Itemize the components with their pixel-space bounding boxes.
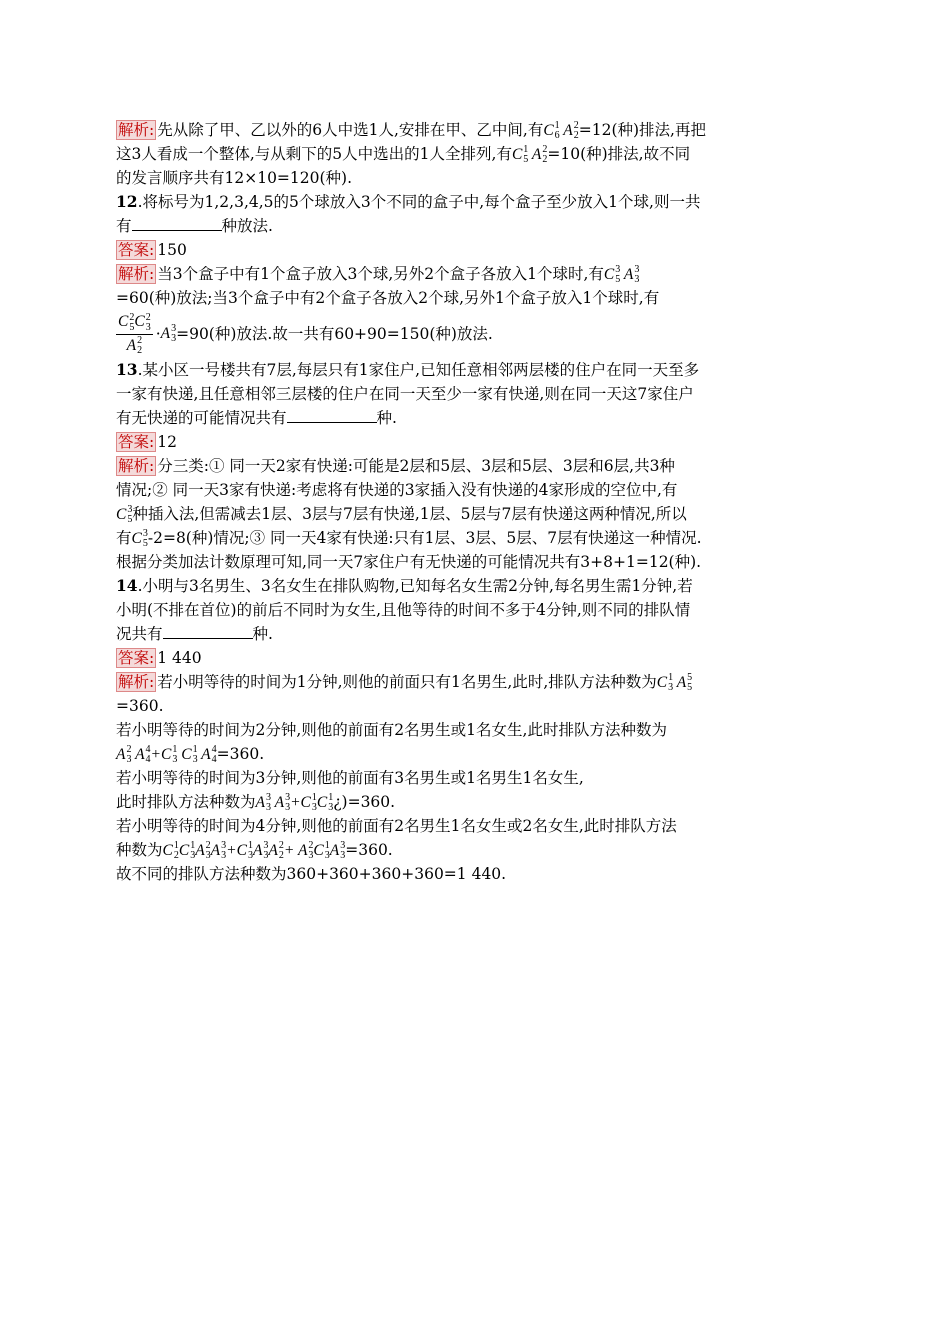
q14-solution-line-5: 若小明等待的时间为3分钟,则他的前面有3名男生或1名男生1名女生, (116, 769, 584, 787)
answer-blank (132, 216, 222, 231)
q11-solution-line-1: 解析: 先从除了甲、乙以外的6人中选1人,安排在甲、乙中间,有C 1 6 A 2 2 =12(种)排法,再把 (118, 120, 706, 142)
q14-solution-line-4: A 2 3 A 4 4 +C 1 3 C 1 3 A 4 4 =360. (116, 744, 265, 766)
formula: A 3 3 A 3 3 +C 1 3 C 1 3 (255, 792, 334, 814)
q12-answer: 答案: 150 (118, 241, 187, 259)
question-number: 12 (116, 192, 138, 211)
formula: A 2 3 A 4 4 +C 1 3 C 1 3 A 4 4 (116, 744, 217, 766)
daan-tag: 答案: (118, 241, 155, 259)
document-body (116, 118, 836, 886)
q13-question-line-2: 一家有快递,且任意相邻三层楼的住户在同一天至少一家有快递,则在同一天这7家住户 (116, 385, 694, 403)
answer-blank (163, 624, 253, 639)
formula: C 1 5 A 2 2 (511, 144, 548, 166)
q12-solution-line-2: =60(种)放法;当3个盒子中有2个盒子各放入2个球,另外1个盒子放入1个球时,有 (116, 289, 660, 307)
formula: C 3 5 (116, 504, 133, 526)
jiexi-tag: 解析: (118, 265, 155, 283)
question-number: 13 (116, 360, 138, 379)
answer-blank (287, 408, 377, 423)
fraction: C 2 5 C 2 3 A 2 2 (118, 311, 151, 356)
q14-solution-line-2: =360. (116, 697, 164, 715)
q13-solution-line-2: 情况;② 同一天3家有快递:考虑将有快递的3家插入没有快递的4家形成的空位中,有 (116, 481, 678, 499)
q14-question-line-2: 小明(不排在首位)的前后不同时为女生,且他等待的时间不多于4分钟,则不同的排队情 (116, 601, 691, 619)
q12-question-line-2: 有 种放法. (116, 217, 273, 235)
q14-answer: 答案: 1 440 (118, 649, 202, 667)
q13-answer: 答案: 12 (118, 433, 177, 451)
question-number: 14 (116, 576, 138, 595)
q13-solution-line-1: 解析: 分三类:① 同一天2家有快递:可能是2层和5层、3层和5层、3层和6层,共3种 (118, 457, 675, 475)
q14-question-line-3: 况共有 种. (116, 625, 273, 643)
formula: C 1 6 A 2 2 (543, 120, 579, 142)
q14-solution-line-7: 若小明等待的时间为4分钟,则他的前面有2名男生1名女生或2名女生,此时排队方法 (116, 817, 677, 835)
q12-question-line-1: 12.将标号为1,2,3,4,5的5个球放入3个不同的盒子中,每个盒子至少放入1个球,则一共 (116, 192, 701, 211)
q13-solution-line-4: 有C 3 5 -2=8(种)情况;③ 同一天4家有快递:只有1层、3层、5层、7层有快递这一种情况. (116, 528, 702, 550)
q14-solution-line-9: 故不同的排队方法种数为360+360+360+360=1 440. (116, 865, 507, 883)
q11-solution-line-2: 这3人看成一个整体,与从剩下的5人中选出的1人全排列,有C 1 5 A 2 2 =10(种)排法,故不同 (116, 144, 691, 166)
formula: C 1 3 A 5 5 (656, 672, 693, 694)
formula: C 3 5 A 3 3 (603, 264, 640, 286)
q13-question-line-3: 有无快递的可能情况共有 种. (116, 409, 397, 427)
jiexi-tag: 解析: (118, 673, 155, 691)
daan-tag: 答案: (118, 649, 155, 667)
jiexi-tag: 解析: (118, 121, 155, 139)
q13-solution-line-3: C 3 5 种插入法,但需减去1层、3层与7层有快递,1层、5层与7层有快递这两种情况,所以 (116, 504, 687, 526)
q14-solution-line-6: 此时排队方法种数为A 3 3 A 3 3 +C 1 3 C 1 3 ¿)=360. (116, 792, 396, 814)
q12-solution-line-3: C 2 5 C 2 3 A 2 2 · A 3 3 =90(种)放法.故一共有60+90=150(种)放法. (118, 311, 493, 356)
q13-solution-line-5: 根据分类加法计数原理可知,同一天7家住户有无快递的可能情况共有3+8+1=12(种). (116, 553, 702, 571)
q14-solution-line-3: 若小明等待的时间为2分钟,则他的前面有2名男生或1名女生,此时排队方法种数为 (116, 721, 667, 739)
daan-tag: 答案: (118, 433, 155, 451)
jiexi-tag: 解析: (118, 457, 155, 475)
formula: C 3 5 (131, 528, 148, 550)
q14-question-line-1: 14.小明与3名男生、3名女生在排队购物,已知每名女生需2分钟,每名男生需1分钟,若 (116, 576, 693, 595)
formula: C 1 2 C 1 3 A 2 3 A 3 3 +C 1 3 A 3 3 A 2 2 + A 2 3 C 1 3 A 3 3 (162, 840, 346, 862)
q11-solution-line-3: 的发言顺序共有12×10=120(种). (116, 169, 353, 187)
q14-solution-line-1: 解析: 若小明等待的时间为1分钟,则他的前面只有1名男生,此时,排队方法种数为C 1 3 A 5 5 (118, 672, 693, 694)
q14-solution-line-8: 种数为C 1 2 C 1 3 A 2 3 A 3 3 +C 1 3 A 3 3 A 2 2 + A 2 3 C 1 3 A 3 3 =360. (116, 840, 393, 862)
q13-question-line-1: 13.某小区一号楼共有7层,每层只有1家住户,已知任意相邻两层楼的住户在同一天至多 (116, 360, 700, 379)
q12-solution-line-1: 解析: 当3个盒子中有1个盒子放入3个球,另外2个盒子各放入1个球时,有C 3 5 A 3 3 (118, 264, 640, 286)
